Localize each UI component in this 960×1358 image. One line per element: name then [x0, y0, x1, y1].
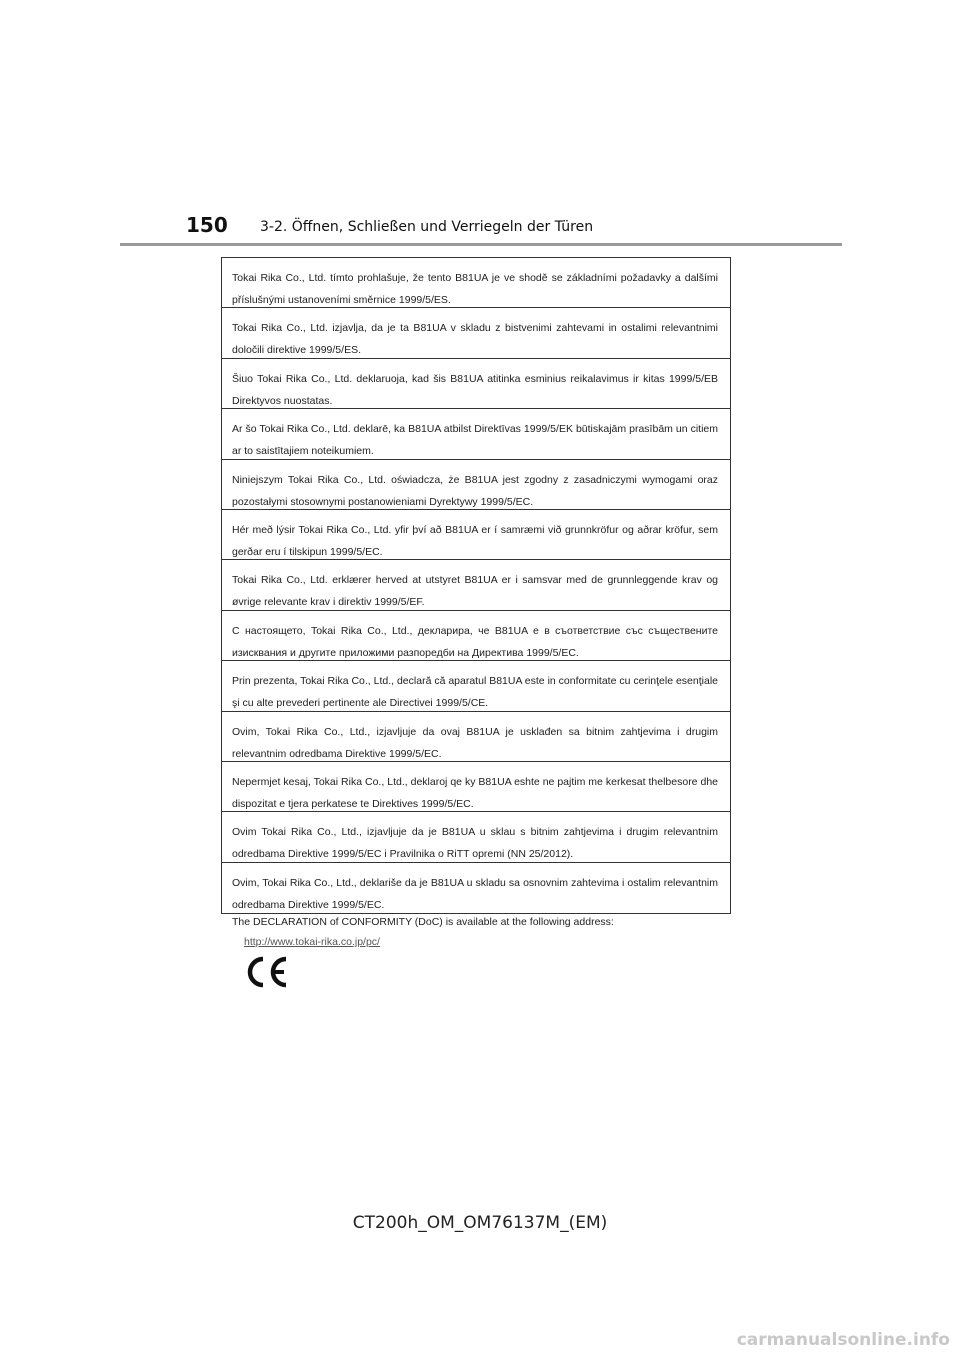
doc-link[interactable]: http://www.tokai-rika.co.jp/pc/: [244, 936, 380, 948]
declaration-row: Ar šo Tokai Rika Co., Ltd. deklarē, ka B81UA atbilst Direktīvas 1999/5/EK būtiskajām prasībām un citiem ar to saistītajiem noteikumiem.: [222, 409, 730, 459]
section-title: 3-2. Öffnen, Schließen und Verriegeln der Türen: [260, 219, 594, 235]
declaration-row: Tokai Rika Co., Ltd. tímto prohlašuje, že tento B81UA je ve shodě se základními požadavky a dalšími příslušnými ustanoveními směrnice 1999/5/ES.: [222, 258, 730, 308]
header-rule: [120, 243, 842, 246]
declaration-row: С настоящето, Tokai Rika Co., Ltd., декларира, че B81UA е в съответствие със съществените изисквания и другите приложими разпоредби на Директива 1999/5/ЕС.: [222, 611, 730, 661]
page-number: 150: [186, 213, 228, 237]
declaration-row: Ovim, Tokai Rika Co., Ltd., deklariše da je B81UA u skladu sa osnovnim zahtevima i ostalim relevantnim odredbama Direktive 1999/5/EC.: [232, 876, 718, 911]
declaration-row: Šiuo Tokai Rika Co., Ltd. deklaruoja, kad šis B81UA atitinka esminius reikalavimus ir kitas 1999/5/EB Direktyvos nuostatas.: [222, 359, 730, 409]
doc-availability-note: The DECLARATION of CONFORMITY (DoC) is available at the following address:: [232, 916, 614, 928]
declaration-table: [221, 257, 731, 914]
declaration-row: Tokai Rika Co., Ltd. izjavlja, da je ta B81UA v skladu z bistvenimi zahtevami in ostalimi relevantnimi določili direktive 1999/5/ES.: [222, 308, 730, 358]
declaration-row: Tokai Rika Co., Ltd. erklærer herved at utstyret B81UA er i samsvar med de grunnleggende krav og øvrige relevante krav i direktiv 1999/5/EF.: [222, 560, 730, 610]
watermark: carmanualsonline.info: [736, 1330, 950, 1350]
declaration-row: Niniejszym Tokai Rika Co., Ltd. oświadcza, że B81UA jest zgodny z zasadniczymi wymogami oraz pozostałymi stosownymi postanowieniami Dyrektywy 1999/5/EC.: [222, 460, 730, 510]
footer-code: CT200h_OM_OM76137M_(EM): [352, 1213, 608, 1233]
ce-mark-icon: [244, 955, 288, 989]
declaration-row: Prin prezenta, Tokai Rika Co., Ltd., declară că aparatul B81UA este in conformitate cu cerinţele esenţiale şi cu alte prevederi pertinente ale Directivei 1999/5/CE.: [222, 661, 730, 711]
declaration-row: Ovim, Tokai Rika Co., Ltd., izjavljuje da ovaj B81UA je usklađen sa bitnim zahtjevima i drugim relevantnim odredbama Direktive 1999/5/EC.: [222, 712, 730, 762]
declaration-row: Nepermjet kesaj, Tokai Rika Co., Ltd., deklaroj qe ky B81UA eshte ne pajtim me kerkesat thelbesore dhe dispozitat e tjera perkatese te Direktives 1999/5/EC.: [222, 762, 730, 812]
declaration-row: Ovim Tokai Rika Co., Ltd., izjavljuje da je B81UA u sklau s bitnim zahtjevima i drugim relevantnim odredbama Direktive 1999/5/EC i Pravilnika o RiTT opremi (NN 25/2012).: [222, 812, 730, 862]
declaration-row: Hér með lýsir Tokai Rika Co., Ltd. yfir því að B81UA er í samræmi við grunnkröfur og aðrar kröfur, sem gerðar eru í tilskipun 1999/5/EC.: [222, 510, 730, 560]
